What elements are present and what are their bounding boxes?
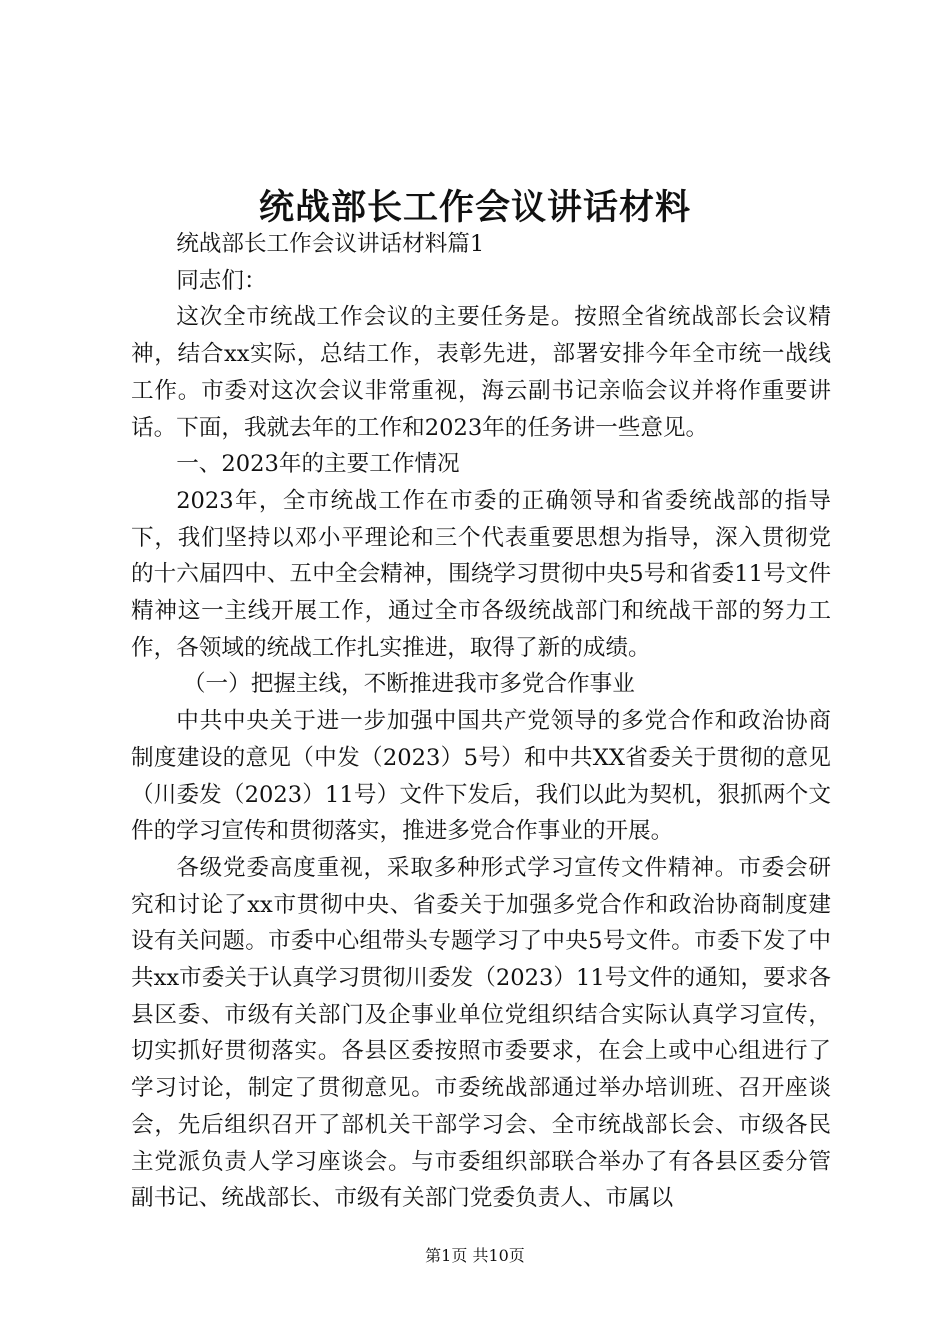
paragraph: 2023年，全市统战工作在市委的正确领导和省委统战部的指导下，我们坚持以邓小平理论和三个代表重要思想为指导，深入贯彻党的十六届四中、五中全会精神，围绕学习贯彻中央5号和省委11号文件精神这一主线开展工作，通过全市各级统战部门和统战干部的努力工作，各领域的统战工作扎实推进，取得了新的成绩。 <box>131 487 831 661</box>
paragraph: 各级党委高度重视，采取多种形式学习宣传文件精神。市委会研究和讨论了xx市贯彻中央、省委关于加强多党合作和政治协商制度建设有关问题。市委中心组带头专题学习了中央5号文件。市委下发了中共xx市委关于认真学习贯彻川委发（2023）11号文件的通知，要求各县区委、市级有关部门及企事业单位党组织结合实际认真学习宣传，切实抓好贯彻落实。各县区委按照市委要求，在会上或中心组进行了学习讨论，制定了贯彻意见。市委统战部通过举办培训班、召开座谈会，先后组织召开了部机关干部学习会、全市统战部长会、市级各民主党派负责人学习座谈会。与市委组织部联合举办了有各县区委分管副书记、统战部长、市级有关部门党委负责人、市属以 <box>131 854 831 1212</box>
heading-level-2: （一）把握主线，不断推进我市多党合作事业 <box>182 671 635 698</box>
document-body <box>131 226 831 1217</box>
section-subtitle: 统战部长工作会议讲话材料篇1 <box>176 231 485 257</box>
heading-level-1: 一、2023年的主要工作情况 <box>176 451 460 478</box>
salutation: 同志们： <box>176 267 267 294</box>
page-number: 第1页 共10页 <box>425 1246 525 1265</box>
document-title: 统战部长工作会议讲话材料 <box>258 187 691 228</box>
paragraph: 中共中央关于进一步加强中国共产党领导的多党合作和政治协商制度建设的意见（中发（2023）5号）和中共XX省委关于贯彻的意见（川委发（2023）11号）文件下发后，我们以此为契机，狠抓两个文件的学习宣传和贯彻落实，推进多党合作事业的开展。 <box>131 708 831 845</box>
paragraph: 这次全市统战工作会议的主要任务是。按照全省统战部长会议精神，结合xx实际，总结工作，表彰先进，部署安排今年全市统一战线工作。市委对这次会议非常重视，海云副书记亲临会议并将作重要讲话。下面，我就去年的工作和2023年的任务讲一些意见。 <box>131 304 831 441</box>
